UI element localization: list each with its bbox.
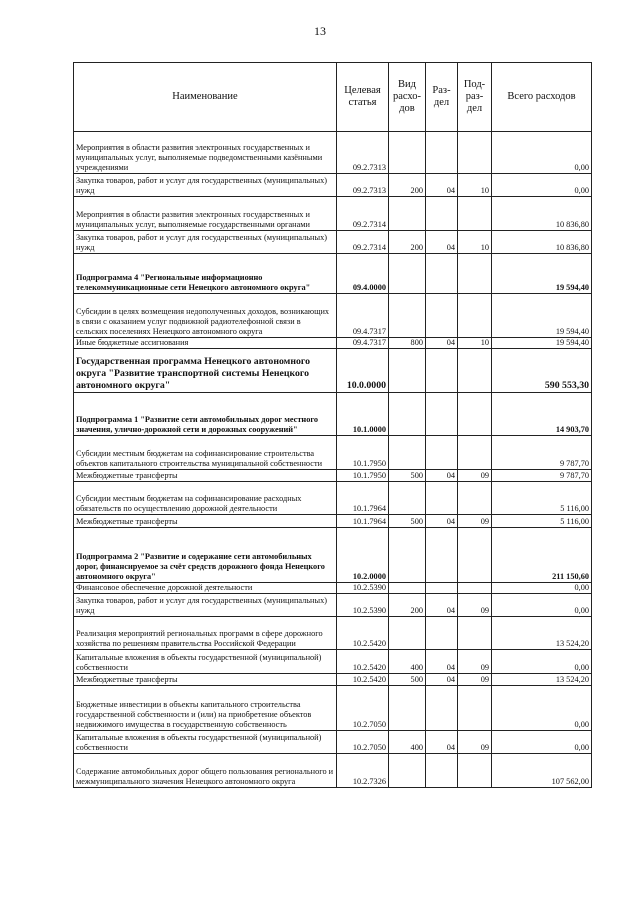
- header-vid: Вид расхо-дов: [389, 63, 426, 132]
- cell-total: 13 524,20: [492, 617, 592, 650]
- cell-total: 0,00: [492, 594, 592, 617]
- header-podrazdel: Под-раз-дел: [458, 63, 492, 132]
- table-row: [74, 338, 592, 349]
- cell-vid: [389, 482, 426, 515]
- cell-podrazdel: [458, 617, 492, 650]
- cell-razdel: [426, 482, 458, 515]
- cell-total: 9 787,70: [492, 470, 592, 482]
- cell-podrazdel: 10: [458, 338, 492, 349]
- cell-vid: 500: [389, 674, 426, 686]
- cell-razdel: 04: [426, 338, 458, 349]
- table-row: [74, 174, 592, 197]
- cell-name: Содержание автомобильных дорог общего пользования регионального и межмуниципального значения Ненецкого автономного округа: [74, 754, 337, 788]
- cell-name: Государственная программа Ненецкого автономного округа "Развитие транспортной системы Ненецкого автономного округа": [74, 349, 337, 393]
- cell-razdel: 04: [426, 650, 458, 674]
- cell-total: 0,00: [492, 731, 592, 754]
- cell-total: 0,00: [492, 583, 592, 594]
- cell-name: Мероприятия в области развития электронных государственных и муниципальных услуг, выполняемые государственными органами: [74, 197, 337, 231]
- cell-total: 10 836,80: [492, 197, 592, 231]
- cell-podrazdel: [458, 349, 492, 393]
- cell-name: Субсидии местным бюджетам на софинансирование строительства объектов капитального строительства муниципальной собственности: [74, 436, 337, 470]
- cell-razdel: [426, 349, 458, 393]
- cell-total: 0,00: [492, 686, 592, 731]
- cell-vid: 200: [389, 594, 426, 617]
- cell-code: 10.2.5390: [337, 583, 389, 594]
- cell-podrazdel: 10: [458, 231, 492, 254]
- cell-code: 09.2.7314: [337, 197, 389, 231]
- cell-podrazdel: [458, 754, 492, 788]
- table-row: [74, 650, 592, 674]
- cell-vid: [389, 393, 426, 436]
- cell-total: 107 562,00: [492, 754, 592, 788]
- cell-razdel: [426, 686, 458, 731]
- cell-razdel: [426, 254, 458, 294]
- table-row: [74, 594, 592, 617]
- cell-total: 14 903,70: [492, 393, 592, 436]
- cell-vid: [389, 197, 426, 231]
- cell-podrazdel: [458, 436, 492, 470]
- cell-podrazdel: [458, 197, 492, 231]
- cell-podrazdel: 09: [458, 674, 492, 686]
- cell-total: 0,00: [492, 174, 592, 197]
- cell-name: Мероприятия в области развития электронных государственных и муниципальных услуг, выполняемые подведомственными казёнными учреждениями: [74, 132, 337, 174]
- cell-total: 19 594,40: [492, 338, 592, 349]
- cell-name: Межбюджетные трансферты: [74, 674, 337, 686]
- cell-total: 590 553,30: [492, 349, 592, 393]
- table-row: [74, 583, 592, 594]
- cell-vid: 500: [389, 515, 426, 528]
- cell-podrazdel: [458, 482, 492, 515]
- cell-name: Реализация мероприятий региональных программ в сфере дорожного хозяйства по решениям правительства Российской Федерации: [74, 617, 337, 650]
- cell-code: 10.2.5420: [337, 617, 389, 650]
- cell-podrazdel: 09: [458, 470, 492, 482]
- cell-vid: 200: [389, 174, 426, 197]
- cell-total: 10 836,80: [492, 231, 592, 254]
- cell-name: Закупка товаров, работ и услуг для государственных (муниципальных) нужд: [74, 231, 337, 254]
- cell-vid: [389, 349, 426, 393]
- table-row: [74, 294, 592, 338]
- cell-razdel: [426, 528, 458, 583]
- cell-code: 10.1.0000: [337, 393, 389, 436]
- cell-total: 13 524,20: [492, 674, 592, 686]
- cell-name: Капитальные вложения в объекты государственной (муниципальной) собственности: [74, 731, 337, 754]
- cell-razdel: [426, 294, 458, 338]
- cell-code: 10.1.7950: [337, 436, 389, 470]
- cell-vid: 400: [389, 731, 426, 754]
- cell-podrazdel: 09: [458, 731, 492, 754]
- cell-podrazdel: [458, 686, 492, 731]
- table-row: [74, 393, 592, 436]
- page-number: 13: [314, 24, 326, 38]
- cell-code: 10.2.7326: [337, 754, 389, 788]
- cell-total: 0,00: [492, 132, 592, 174]
- cell-code: 10.2.5420: [337, 674, 389, 686]
- cell-razdel: 04: [426, 515, 458, 528]
- cell-razdel: 04: [426, 470, 458, 482]
- cell-code: 10.2.7050: [337, 686, 389, 731]
- cell-podrazdel: [458, 583, 492, 594]
- cell-podrazdel: [458, 132, 492, 174]
- cell-name: Закупка товаров, работ и услуг для государственных (муниципальных) нужд: [74, 594, 337, 617]
- cell-total: 19 594,40: [492, 254, 592, 294]
- cell-total: 0,00: [492, 650, 592, 674]
- cell-podrazdel: [458, 254, 492, 294]
- cell-code: 09.2.7314: [337, 231, 389, 254]
- cell-razdel: [426, 436, 458, 470]
- cell-vid: [389, 294, 426, 338]
- cell-vid: [389, 617, 426, 650]
- table-row: [74, 231, 592, 254]
- cell-code: 09.4.7317: [337, 294, 389, 338]
- cell-code: 10.2.0000: [337, 528, 389, 583]
- budget-table: [73, 62, 592, 788]
- cell-name: Капитальные вложения в объекты государственной (муниципальной) собственности: [74, 650, 337, 674]
- cell-vid: 400: [389, 650, 426, 674]
- cell-podrazdel: 10: [458, 174, 492, 197]
- cell-name: Иные бюджетные ассигнования: [74, 338, 337, 349]
- cell-podrazdel: [458, 528, 492, 583]
- table-row: [74, 132, 592, 174]
- cell-razdel: 04: [426, 174, 458, 197]
- table-row: [74, 254, 592, 294]
- cell-code: 09.4.0000: [337, 254, 389, 294]
- table-row: [74, 528, 592, 583]
- cell-vid: [389, 528, 426, 583]
- cell-razdel: 04: [426, 674, 458, 686]
- cell-total: 5 116,00: [492, 515, 592, 528]
- cell-razdel: [426, 583, 458, 594]
- cell-code: 10.1.7964: [337, 515, 389, 528]
- cell-razdel: 04: [426, 231, 458, 254]
- cell-name: Межбюджетные трансферты: [74, 470, 337, 482]
- cell-podrazdel: 09: [458, 594, 492, 617]
- cell-vid: 800: [389, 338, 426, 349]
- cell-vid: [389, 686, 426, 731]
- cell-name: Подпрограмма 2 "Развитие и содержание сети автомобильных дорог, финансируемое за счёт средств дорожного фонда Ненецкого автономного округа": [74, 528, 337, 583]
- table-row: [74, 482, 592, 515]
- cell-name: Закупка товаров, работ и услуг для государственных (муниципальных) нужд: [74, 174, 337, 197]
- cell-razdel: [426, 197, 458, 231]
- cell-vid: [389, 436, 426, 470]
- cell-razdel: 04: [426, 594, 458, 617]
- cell-code: 10.2.5390: [337, 594, 389, 617]
- table-row: [74, 515, 592, 528]
- header-code: Целевая статья: [337, 63, 389, 132]
- table-row: [74, 674, 592, 686]
- cell-razdel: [426, 393, 458, 436]
- cell-podrazdel: 09: [458, 515, 492, 528]
- cell-name: Подпрограмма 4 "Региональные информационно телекоммуникационные сети Ненецкого автономного округа": [74, 254, 337, 294]
- cell-razdel: 04: [426, 731, 458, 754]
- cell-total: 19 594,40: [492, 294, 592, 338]
- cell-razdel: [426, 617, 458, 650]
- cell-name: Финансовое обеспечение дорожной деятельности: [74, 583, 337, 594]
- table-row: [74, 617, 592, 650]
- header-total: Всего расходов: [492, 63, 592, 132]
- table-row: [74, 686, 592, 731]
- cell-podrazdel: [458, 393, 492, 436]
- cell-name: Субсидии местным бюджетам на софинансирование расходных обязательств по осуществлению дорожной деятельности: [74, 482, 337, 515]
- header-razdel: Раз-дел: [426, 63, 458, 132]
- cell-vid: [389, 132, 426, 174]
- cell-name: Межбюджетные трансферты: [74, 515, 337, 528]
- cell-code: 09.2.7313: [337, 132, 389, 174]
- table-row: [74, 470, 592, 482]
- cell-code: 10.2.5420: [337, 650, 389, 674]
- cell-vid: [389, 754, 426, 788]
- table-header-row: [74, 63, 592, 132]
- cell-podrazdel: [458, 294, 492, 338]
- cell-vid: 500: [389, 470, 426, 482]
- cell-razdel: [426, 754, 458, 788]
- cell-vid: [389, 254, 426, 294]
- cell-name: Бюджетные инвестиции в объекты капитального строительства государственной собственности и (или) на приобретение объектов недвижимого имущества в государственную собственность: [74, 686, 337, 731]
- table-body: [74, 132, 592, 788]
- cell-code: 09.4.7317: [337, 338, 389, 349]
- cell-razdel: [426, 132, 458, 174]
- cell-vid: [389, 583, 426, 594]
- cell-code: 10.1.7950: [337, 470, 389, 482]
- cell-name: Субсидии в целях возмещения недополученных доходов, возникающих в связи с оказанием услуг подвижной радиотелефонной связи в сельских поселениях Ненецкого автономного округа: [74, 294, 337, 338]
- cell-code: 10.0.0000: [337, 349, 389, 393]
- cell-total: 5 116,00: [492, 482, 592, 515]
- cell-name: Подпрограмма 1 "Развитие сети автомобильных дорог местного значения, улично-дорожной сети и дорожных сооружений": [74, 393, 337, 436]
- cell-total: 211 150,60: [492, 528, 592, 583]
- table-row: [74, 754, 592, 788]
- table-row: [74, 731, 592, 754]
- cell-vid: 200: [389, 231, 426, 254]
- table-row: [74, 436, 592, 470]
- cell-code: 10.1.7964: [337, 482, 389, 515]
- cell-podrazdel: 09: [458, 650, 492, 674]
- table-row: [74, 349, 592, 393]
- cell-code: 09.2.7313: [337, 174, 389, 197]
- header-name: Наименование: [74, 63, 337, 132]
- cell-code: 10.2.7050: [337, 731, 389, 754]
- table-row: [74, 197, 592, 231]
- cell-total: 9 787,70: [492, 436, 592, 470]
